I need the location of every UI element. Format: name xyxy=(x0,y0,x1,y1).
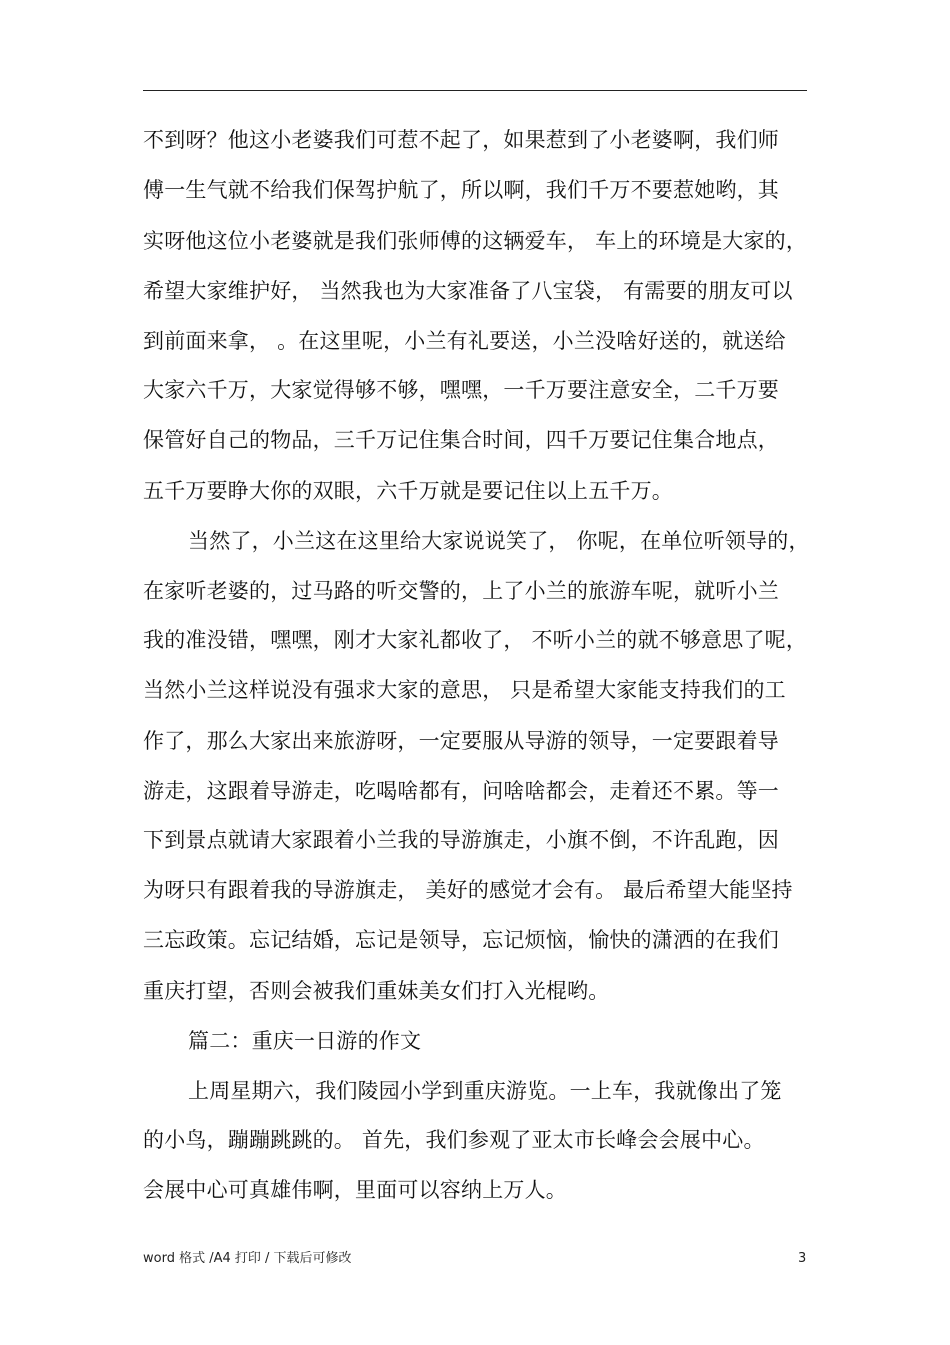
text-line: 在家听老婆的，过马路的听交警的，上了小兰的旅游车呢，就听小兰 xyxy=(143,579,779,603)
text-line: 的小鸟，蹦蹦跳跳的。 首先，我们参观了亚太市长峰会会展中心。 xyxy=(143,1128,765,1152)
text-line: 傅一生气就不给我们保驾护航了，所以啊，我们千万不要惹她哟，其 xyxy=(143,178,779,202)
page-number: 3 xyxy=(798,1251,807,1266)
footer-note: word 格式 /A4 打印 / 下载后可修改 xyxy=(143,1251,352,1266)
text-line: 实呀他这位小老婆就是我们张师傅的这辆爱车， 车上的环境是大家的， xyxy=(143,229,808,253)
text-line: 三忘政策。忘记结婚，忘记是领导，忘记烦恼，愉快的潇洒的在我们 xyxy=(143,928,779,952)
section-heading: 篇二：重庆一日游的作文 xyxy=(188,1029,422,1053)
text-line: 游走，这跟着导游走，吃喝啥都有，问啥啥都会，走着还不累。等一 xyxy=(143,779,779,803)
text-line: 保管好自己的物品，三千万记住集合时间，四千万要记住集合地点， xyxy=(143,428,779,452)
text-line: 我的准没错，嘿嘿，刚才大家礼都收了， 不听小兰的就不够意思了呢， xyxy=(143,628,808,652)
text-line: 当然小兰这样说没有强求大家的意思， 只是希望大家能支持我们的工 xyxy=(143,678,786,702)
text-line: 作了，那么大家出来旅游呀，一定要服从导游的领导，一定要跟着导 xyxy=(143,729,779,753)
text-line: 大家六千万，大家觉得够不够，嘿嘿，一千万要注意安全，二千万要 xyxy=(143,378,779,402)
text-line: 重庆打望，否则会被我们重妹美女们打入光棍哟。 xyxy=(143,979,610,1003)
text-line: 当然了，小兰这在这里给大家说说笑了， 你呢，在单位听领导的， xyxy=(188,529,810,553)
text-line: 下到景点就请大家跟着小兰我的导游旗走，小旗不倒，不许乱跑，因 xyxy=(143,828,779,852)
text-line: 到前面来拿， 。在这里呢，小兰有礼要送，小兰没啥好送的，就送给 xyxy=(143,329,786,353)
text-line: 五千万要睁大你的双眼，六千万就是要记住以上五千万。 xyxy=(143,479,673,503)
header-rule xyxy=(143,90,807,91)
text-line: 上周星期六，我们陵园小学到重庆游览。一上车，我就像出了笼 xyxy=(188,1079,782,1103)
text-line: 希望大家维护好， 当然我也为大家准备了八宝袋， 有需要的朋友可以 xyxy=(143,279,793,303)
text-line: 为呀只有跟着我的导游旗走， 美好的感觉才会有。 最后希望大能坚持 xyxy=(143,878,793,902)
text-line: 不到呀？他这小老婆我们可惹不起了，如果惹到了小老婆啊，我们师 xyxy=(143,128,779,152)
text-line: 会展中心可真雄伟啊，里面可以容纳上万人。 xyxy=(143,1178,567,1202)
